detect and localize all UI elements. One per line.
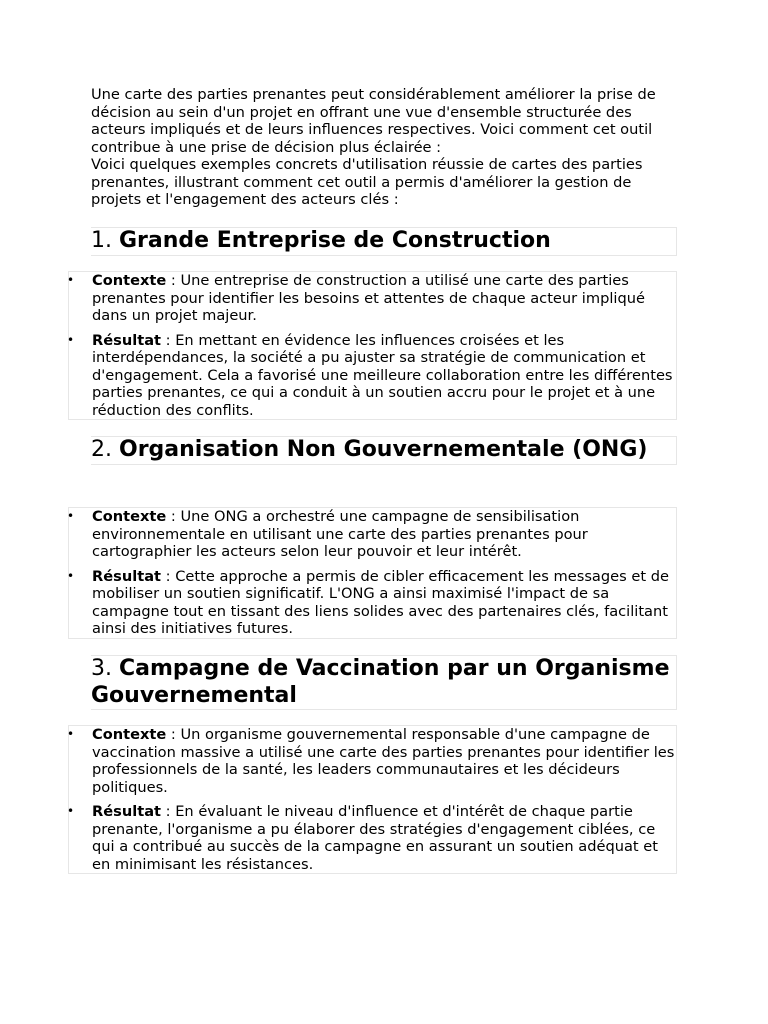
list-item: [69, 332, 676, 420]
section-number: 1.: [91, 228, 112, 253]
result-label: Résultat: [92, 803, 162, 820]
context-label: Contexte: [92, 508, 167, 525]
list-item: [69, 803, 676, 873]
list-item: [69, 568, 676, 638]
section-number: 3.: [91, 656, 112, 681]
section-title: Campagne de Vaccination par un Organisme Gouvernemental: [91, 656, 670, 708]
intro-paragraph: Une carte des parties prenantes peut considérablement améliorer la prise de décision au sein d'un projet en offrant une vue d'ensemble structurée des acteurs impliqués et de leurs influences respectives. Voici comment cet outil contribue à une prise de décision plus éclairée :: [91, 86, 656, 156]
intro-paragraph: Voici quelques exemples concrets d'utilisation réussie de cartes des parties prenantes, illustrant comment cet outil a permis d'améliorer la gestion de projets et l'engagement des acteurs clés :: [91, 156, 643, 208]
section-list: [68, 725, 677, 874]
section-number: 2.: [91, 437, 112, 462]
intro-text: [91, 86, 681, 209]
section-title: Organisation Non Gouvernementale (ONG): [119, 437, 648, 462]
context-label: Contexte: [92, 272, 167, 289]
result-label: Résultat: [92, 331, 162, 349]
section-heading: [91, 436, 677, 465]
list-item: [69, 272, 676, 325]
section-list: [68, 271, 677, 420]
result-text: : En évaluant le niveau d'influence et d'intérêt de chaque partie prenante, l'organisme a pu élaborer des stratégies d'engagement ciblées, ce qui a contribué au succès de la campagne en assurant un soutien adéquat et en minimisant les résistances.: [92, 803, 658, 873]
section-title: Grande Entreprise de Construction: [119, 228, 551, 253]
section-heading: [91, 227, 677, 256]
result-label: Résultat: [92, 567, 162, 585]
result-text: : En mettant en évidence les influences croisées et les interdépendances, la société a pu ajuster sa stratégie de communication et d'engagement. Cela a favorisé une meilleure collaboration entre les différentes parties prenantes, ce qui a conduit à un soutien accru pour le projet et à une réduction des conflits.: [92, 331, 673, 419]
context-text: : Une entreprise de construction a utilisé une carte des parties prenantes pour identifier les besoins et attentes de chaque acteur impliqué dans un projet majeur.: [92, 272, 645, 324]
result-text: : Cette approche a permis de cibler efficacement les messages et de mobiliser un soutien significatif. L'ONG a ainsi maximisé l'impact de sa campagne tout en tissant des liens solides avec des partenaires clés, facilitant ainsi des initiatives futures.: [92, 567, 669, 637]
context-text: : Un organisme gouvernemental responsable d'une campagne de vaccination massive a utilisé une carte des parties prenantes pour identifier les professionnels de la santé, les leaders communautaires et les décideurs politiques.: [92, 726, 675, 796]
section-list: [68, 507, 677, 639]
context-label: Contexte: [92, 726, 167, 743]
section-heading: [91, 655, 677, 710]
list-item: [69, 726, 676, 796]
context-text: : Une ONG a orchestré une campagne de sensibilisation environnementale en utilisant une carte des parties prenantes pour cartographier les acteurs selon leur pouvoir et leur intérêt.: [92, 508, 588, 560]
list-item: [69, 508, 676, 561]
